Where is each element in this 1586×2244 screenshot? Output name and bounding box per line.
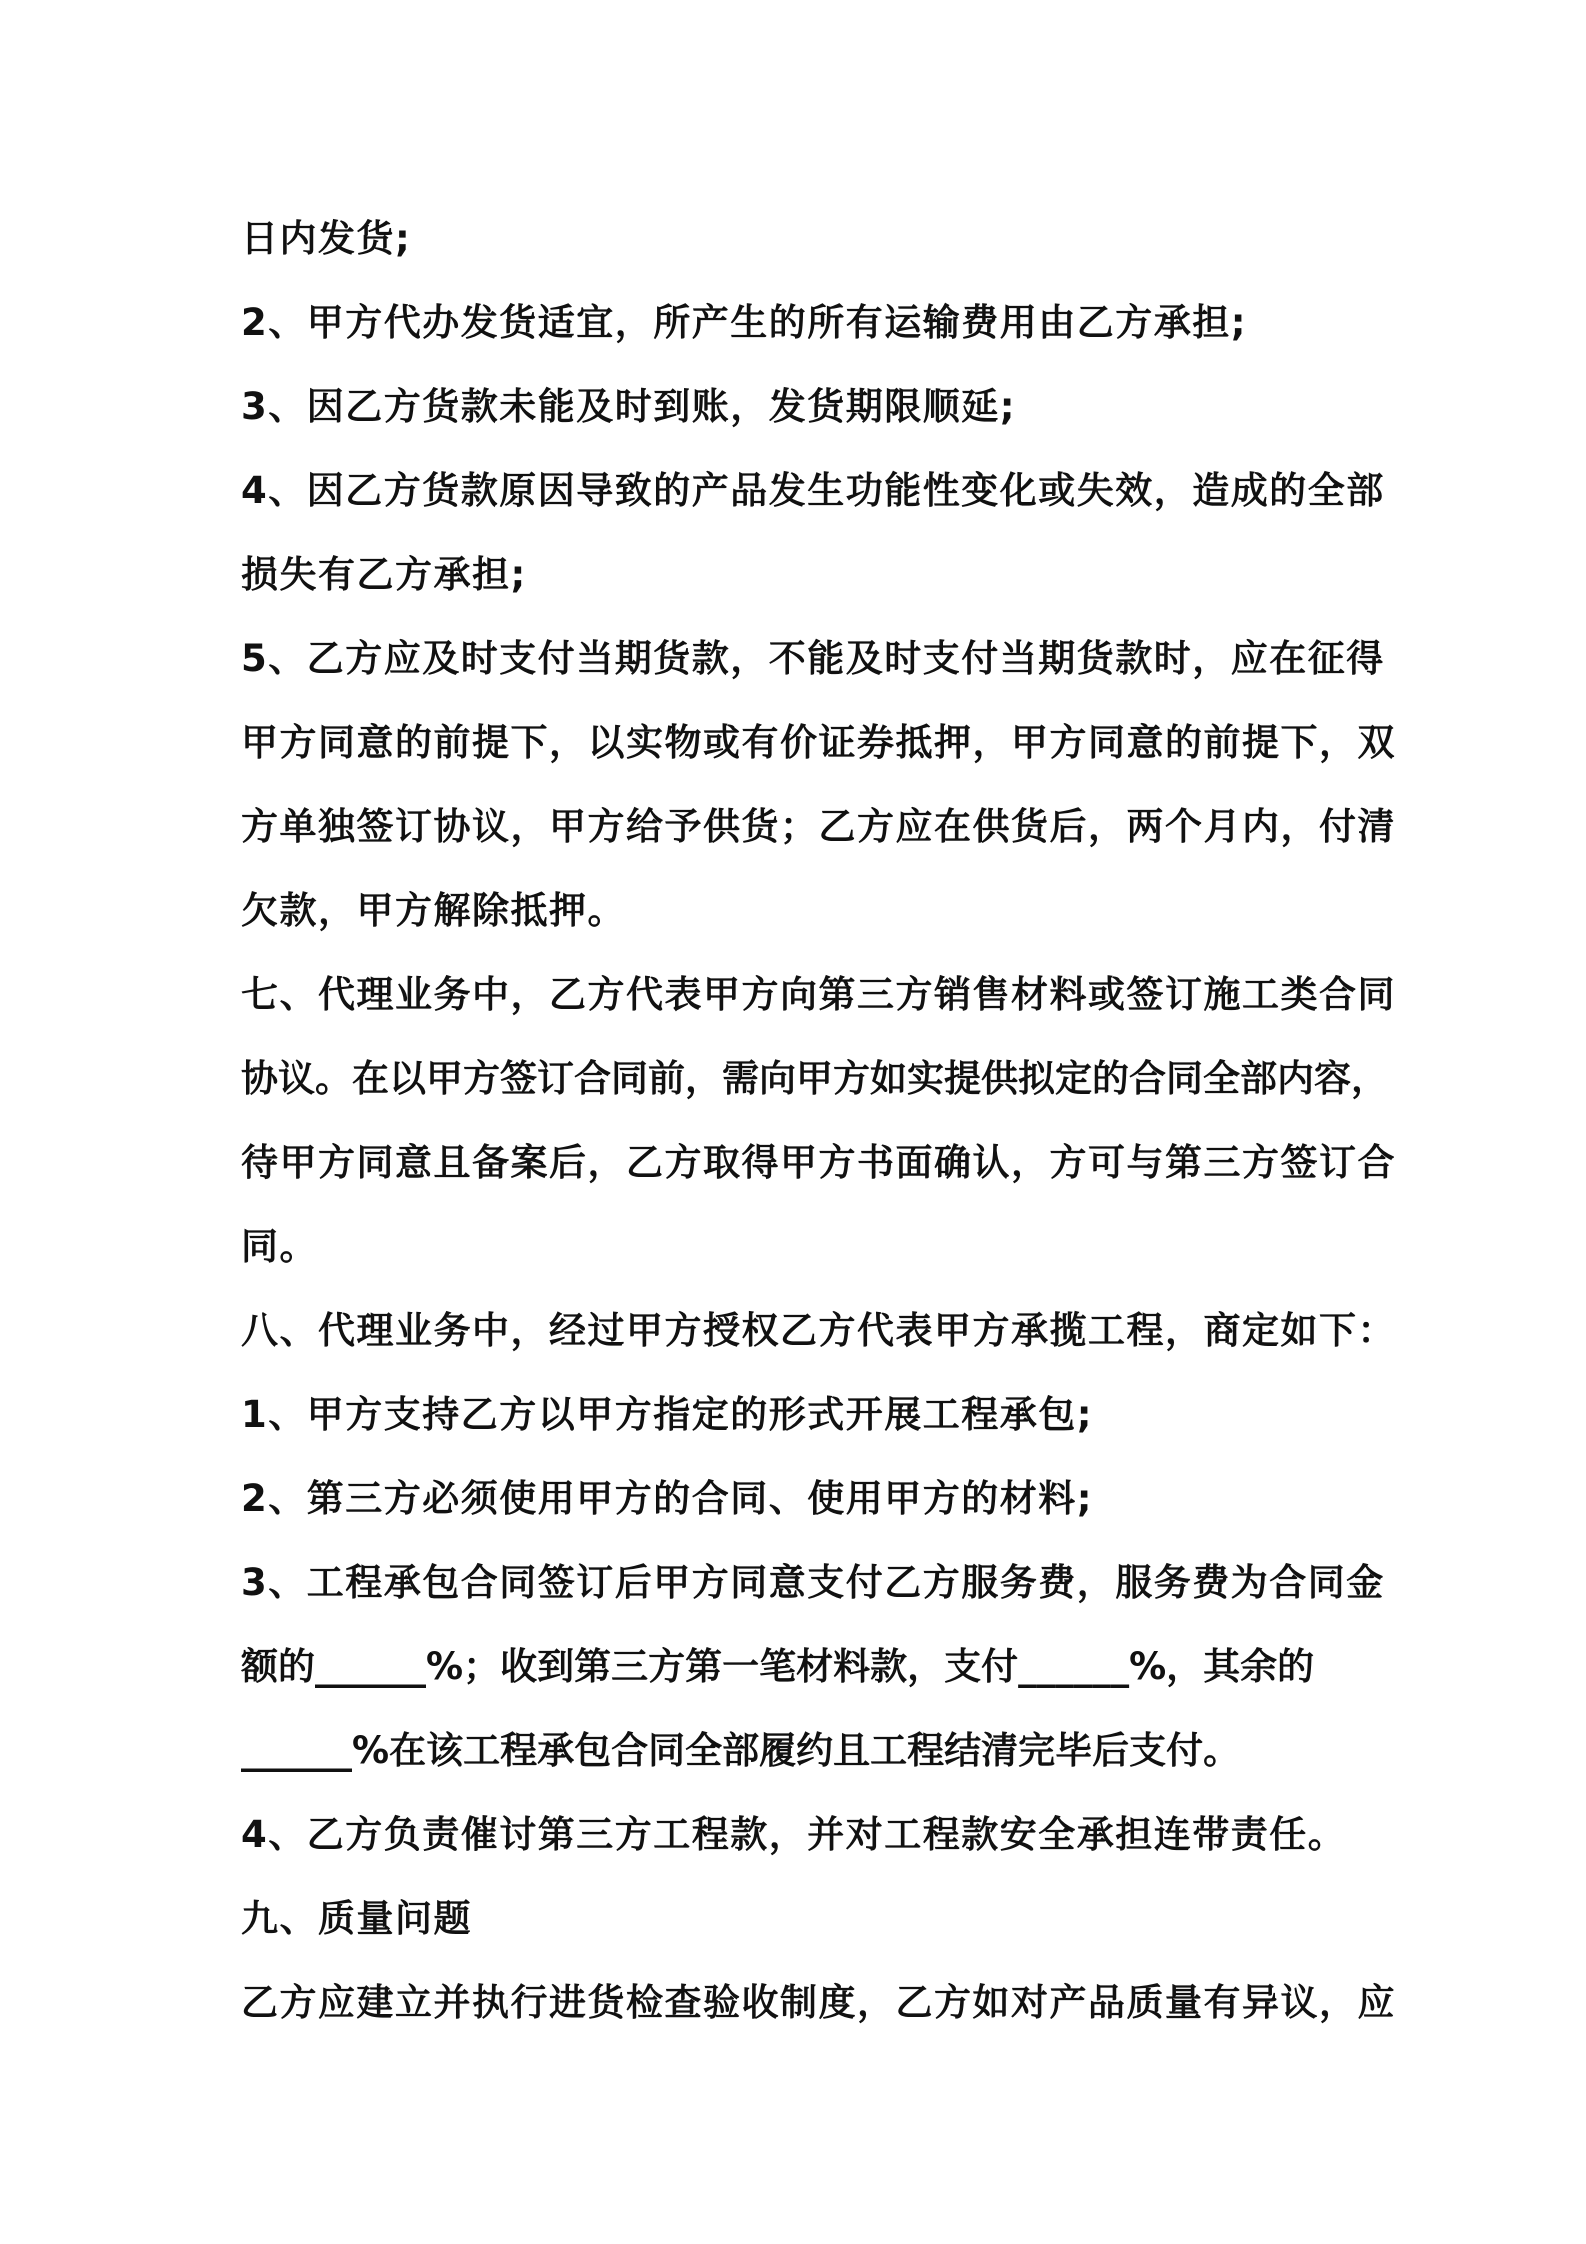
text-line: 额的______%；收到第三方第一笔材料款，支付______%，其余的 — [241, 1645, 1315, 1688]
text-line: 甲方同意的前提下，以实物或有价证券抵押，甲方同意的前提下，双 — [241, 721, 1396, 764]
text-line: 八、代理业务中，经过甲方授权乙方代表甲方承揽工程，商定如下： — [241, 1309, 1396, 1352]
text-line: 方单独签订协议，甲方给予供货；乙方应在供货后，两个月内，付清 — [241, 805, 1396, 848]
text-line: 3、工程承包合同签订后甲方同意支付乙方服务费，服务费为合同金 — [241, 1561, 1385, 1604]
text-line: 七、代理业务中，乙方代表甲方向第三方销售材料或签订施工类合同 — [241, 973, 1396, 1016]
text-line: 1、甲方支持乙方以甲方指定的形式开展工程承包; — [241, 1393, 1094, 1436]
text-line: 日内发货; — [241, 217, 412, 260]
text-line: 待甲方同意且备案后，乙方取得甲方书面确认，方可与第三方签订合 — [241, 1141, 1396, 1184]
text-line: 4、乙方负责催讨第三方工程款，并对工程款安全承担连带责任。 — [241, 1813, 1347, 1856]
text-line: 4、因乙方货款原因导致的产品发生功能性变化或失效，造成的全部 — [241, 469, 1385, 512]
text-line: 3、因乙方货款未能及时到账，发货期限顺延; — [241, 385, 1017, 428]
text-line: 欠款，甲方解除抵押。 — [241, 889, 626, 932]
text-line: 同。 — [241, 1225, 318, 1268]
text-line: 损失有乙方承担; — [241, 553, 527, 596]
text-line: 乙方应建立并执行进货检查验收制度，乙方如对产品质量有异议，应 — [241, 1981, 1396, 2024]
text-line: 2、甲方代办发货适宜，所产生的所有运输费用由乙方承担; — [241, 301, 1248, 344]
section-heading: 九、质量问题 — [241, 1897, 472, 1940]
text-line: 2、第三方必须使用甲方的合同、使用甲方的材料; — [241, 1477, 1094, 1520]
text-line: 5、乙方应及时支付当期货款，不能及时支付当期货款时，应在征得 — [241, 637, 1385, 680]
text-line: ______%在该工程承包合同全部履约且工程结清完毕后支付。 — [241, 1729, 1241, 1772]
text-line: 协议。在以甲方签订合同前，需向甲方如实提供拟定的合同全部内容， — [241, 1057, 1388, 1100]
contract-text-body — [241, 197, 1396, 2045]
